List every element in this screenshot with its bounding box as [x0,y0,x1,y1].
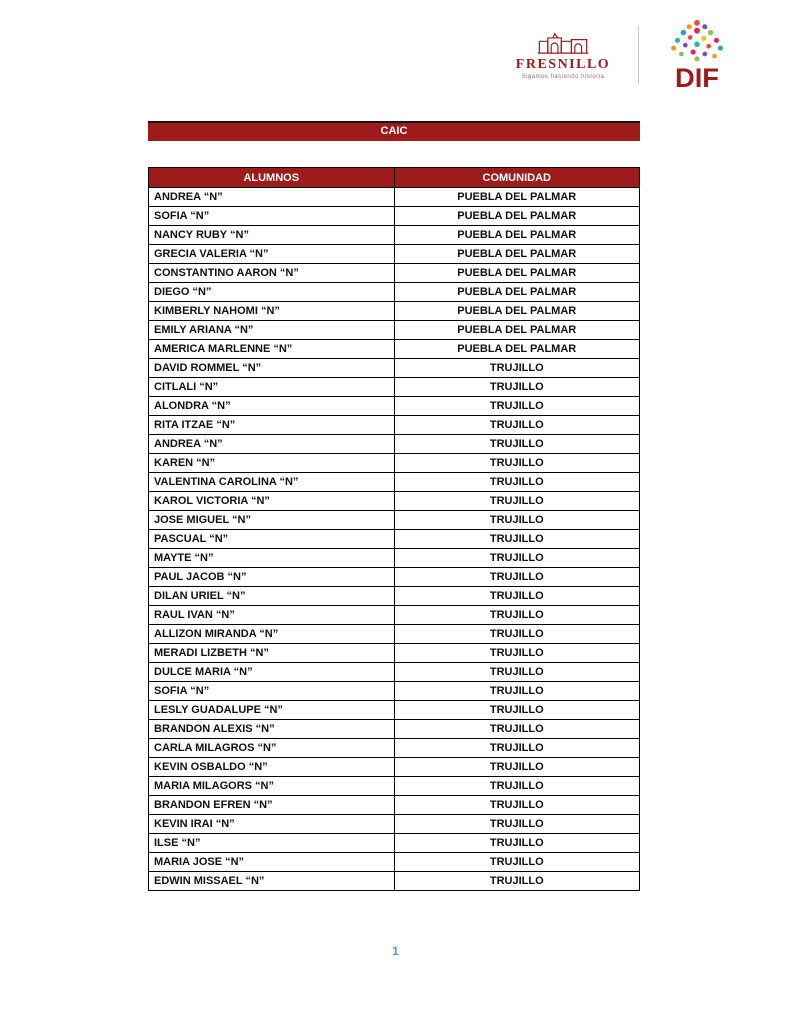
cell-comunidad: TRUJILLO [394,359,640,378]
cell-comunidad: TRUJILLO [394,511,640,530]
cell-comunidad: TRUJILLO [394,777,640,796]
cell-comunidad: PUEBLA DEL PALMAR [394,226,640,245]
fresnillo-building-icon [536,31,590,55]
cell-comunidad: PUEBLA DEL PALMAR [394,264,640,283]
cell-alumno: MARIA MILAGORS “N” [149,777,395,796]
table-row [149,777,640,796]
table-row [149,511,640,530]
cell-comunidad: TRUJILLO [394,625,640,644]
table-row [149,397,640,416]
cell-alumno: ILSE “N” [149,834,395,853]
cell-alumno: GRECIA VALERIA “N” [149,245,395,264]
fresnillo-wordmark: FRESNILLO [515,56,611,72]
cell-alumno: MARIA JOSE “N” [149,853,395,872]
cell-comunidad: TRUJILLO [394,473,640,492]
cell-alumno: CITLALI “N” [149,378,395,397]
cell-comunidad: PUEBLA DEL PALMAR [394,283,640,302]
cell-alumno: LESLY GUADALUPE “N” [149,701,395,720]
cell-comunidad: TRUJILLO [394,492,640,511]
cell-comunidad: TRUJILLO [394,397,640,416]
cell-comunidad: TRUJILLO [394,530,640,549]
cell-comunidad: TRUJILLO [394,454,640,473]
cell-comunidad: PUEBLA DEL PALMAR [394,302,640,321]
dif-wordmark: DIF [675,62,719,93]
table-row [149,701,640,720]
cell-comunidad: PUEBLA DEL PALMAR [394,207,640,226]
cell-comunidad: TRUJILLO [394,682,640,701]
fresnillo-logo [504,31,622,80]
table-row [149,549,640,568]
cell-alumno: BRANDON ALEXIS “N” [149,720,395,739]
table-row [149,606,640,625]
table-row [149,321,640,340]
page-number: 1 [392,944,399,958]
cell-comunidad: TRUJILLO [394,378,640,397]
table-row [149,302,640,321]
cell-alumno: EMILY ARIANA “N” [149,321,395,340]
table-row [149,226,640,245]
table-row [149,682,640,701]
table-row [149,378,640,397]
cell-alumno: CARLA MILAGROS “N” [149,739,395,758]
table-body [149,188,640,891]
cell-alumno: CONSTANTINO AARON “N” [149,264,395,283]
cell-comunidad: TRUJILLO [394,587,640,606]
cell-comunidad: TRUJILLO [394,606,640,625]
cell-alumno: KAROL VICTORIA “N” [149,492,395,511]
cell-comunidad: PUEBLA DEL PALMAR [394,340,640,359]
table-row [149,853,640,872]
logo-divider [638,26,639,84]
cell-comunidad: TRUJILLO [394,568,640,587]
table-row [149,587,640,606]
cell-alumno: RITA ITZAE “N” [149,416,395,435]
table-row [149,416,640,435]
cell-alumno: DULCE MARIA “N” [149,663,395,682]
table-row [149,359,640,378]
cell-comunidad: TRUJILLO [394,834,640,853]
cell-alumno: MERADI LIZBETH “N” [149,644,395,663]
table-row [149,340,640,359]
roster-table [148,167,640,891]
cell-alumno: KAREN “N” [149,454,395,473]
dif-logo [655,17,739,93]
table-row [149,530,640,549]
cell-comunidad: TRUJILLO [394,720,640,739]
cell-alumno: RAUL IVAN “N” [149,606,395,625]
cell-comunidad: TRUJILLO [394,815,640,834]
cell-alumno: DIEGO “N” [149,283,395,302]
cell-comunidad: PUEBLA DEL PALMAR [394,188,640,207]
table-row [149,492,640,511]
cell-alumno: DAVID ROMMEL “N” [149,359,395,378]
cell-alumno: VALENTINA CAROLINA “N” [149,473,395,492]
cell-comunidad: TRUJILLO [394,549,640,568]
cell-comunidad: TRUJILLO [394,872,640,891]
cell-comunidad: TRUJILLO [394,796,640,815]
cell-alumno: NANCY RUBY “N” [149,226,395,245]
table-row [149,834,640,853]
cell-alumno: KEVIN IRAI “N” [149,815,395,834]
column-header-comunidad: COMUNIDAD [394,168,640,188]
table-header-row [149,168,640,188]
cell-comunidad: TRUJILLO [394,435,640,454]
cell-comunidad: TRUJILLO [394,644,640,663]
table-row [149,815,640,834]
table-row [149,739,640,758]
cell-alumno: EDWIN MISSAEL “N” [149,872,395,891]
table-row [149,720,640,739]
cell-alumno: SOFIA “N” [149,682,395,701]
table-row [149,758,640,777]
cell-comunidad: TRUJILLO [394,416,640,435]
cell-alumno: BRANDON EFREN “N” [149,796,395,815]
table-row [149,454,640,473]
cell-comunidad: TRUJILLO [394,758,640,777]
dif-tree-dots [671,20,723,62]
table-row [149,568,640,587]
cell-alumno: PASCUAL “N” [149,530,395,549]
cell-alumno: ANDREA “N” [149,188,395,207]
table-row [149,625,640,644]
fresnillo-tagline: Sigamos haciendo historia [521,73,605,80]
table-row [149,473,640,492]
cell-alumno: KIMBERLY NAHOMI “N” [149,302,395,321]
cell-comunidad: TRUJILLO [394,739,640,758]
table-row [149,188,640,207]
cell-alumno: ALLIZON MIRANDA “N” [149,625,395,644]
cell-alumno: JOSE MIGUEL “N” [149,511,395,530]
table-row [149,644,640,663]
table-row [149,663,640,682]
table-row [149,264,640,283]
table-row [149,435,640,454]
table-row [149,872,640,891]
cell-alumno: ALONDRA “N” [149,397,395,416]
cell-comunidad: PUEBLA DEL PALMAR [394,321,640,340]
cell-alumno: DILAN URIEL “N” [149,587,395,606]
cell-comunidad: TRUJILLO [394,853,640,872]
header-logos [504,20,739,93]
table-row [149,207,640,226]
table-row [149,245,640,264]
cell-alumno: KEVIN OSBALDO “N” [149,758,395,777]
cell-alumno: AMERICA MARLENNE “N” [149,340,395,359]
table-row [149,283,640,302]
cell-comunidad: TRUJILLO [394,701,640,720]
cell-comunidad: TRUJILLO [394,663,640,682]
cell-alumno: SOFIA “N” [149,207,395,226]
cell-comunidad: PUEBLA DEL PALMAR [394,245,640,264]
caic-title-bar: CAIC [148,121,640,141]
table-row [149,796,640,815]
column-header-alumnos: ALUMNOS [149,168,395,188]
cell-alumno: MAYTE “N” [149,549,395,568]
cell-alumno: PAUL JACOB “N” [149,568,395,587]
cell-alumno: ANDREA “N” [149,435,395,454]
